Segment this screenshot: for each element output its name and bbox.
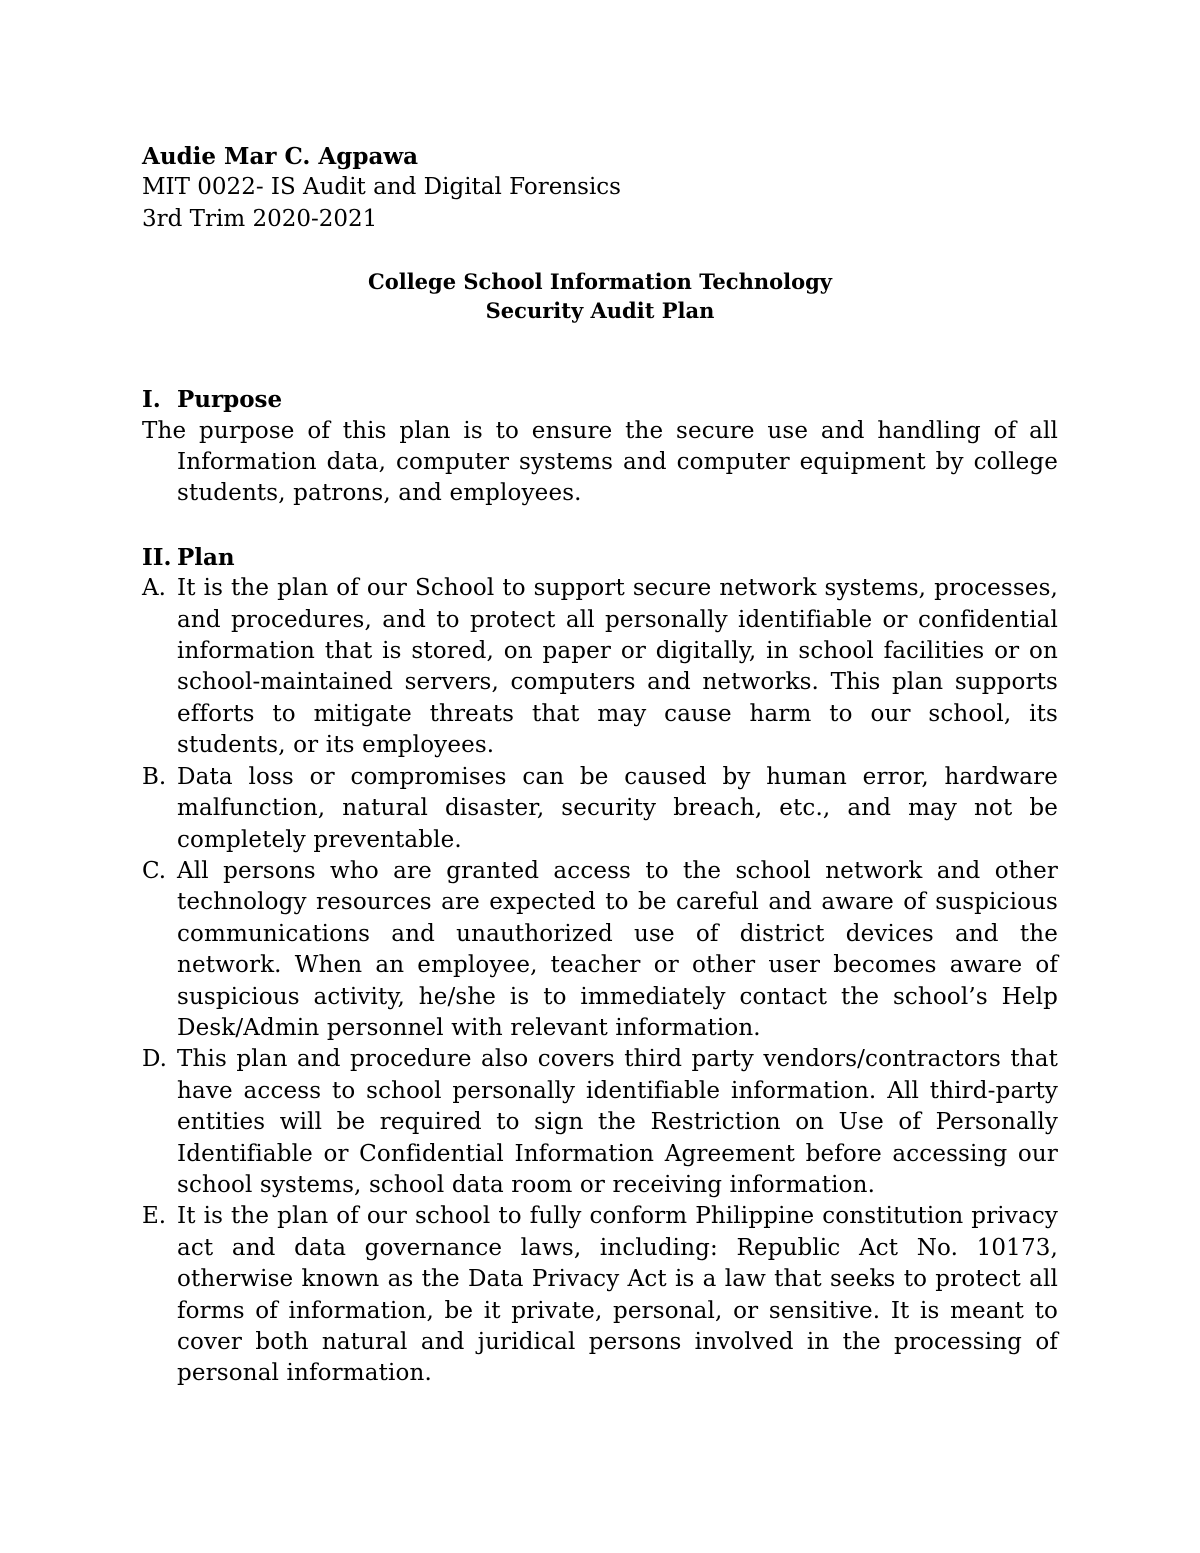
list-item (142, 762, 1058, 856)
list-item-text: Data loss or compromises can be caused by human error, hardware malfunction, natural disaster, security breach, etc., and may not be completely preventable. (177, 763, 1058, 853)
section-heading-purpose (142, 384, 1058, 415)
term: 3rd Trim 2020-2021 (142, 205, 378, 232)
list-item-text: It is the plan of our School to support secure network systems, processes, and procedures, and to protect all personally identifiable or confidential information that is stored, on paper or digitally, in school facilities or on school-maintained servers, computers and networks. This plan supports efforts to mitigate threats that may cause harm to our school, its students, or its employees. (177, 575, 1058, 759)
section-plan (142, 542, 1058, 1390)
list-item (142, 1201, 1058, 1389)
section-title: Plan (177, 543, 235, 571)
list-item-text: All persons who are granted access to the school network and other technology resources are expected to be careful and aware of suspicious communications and unauthorized use of district devices and the network. When an employee, teacher or other user becomes aware of suspicious activity, he/she is to immediately contact the school’s Help Desk/Admin personnel with relevant information. (177, 857, 1058, 1041)
purpose-paragraph: The purpose of this plan is to ensure the secure use and handling of all Information data, computer systems and computer equipment by college students, patrons, and employees. (142, 417, 1058, 507)
list-item-letter: E. (142, 1203, 167, 1230)
list-item-letter: D. (142, 1046, 167, 1073)
list-item-text: This plan and procedure also covers third party vendors/contractors that have access to school personally identifiable information. All third-party entities will be required to sign the Restriction on Use of Personally Identifiable or Confidential Information Agreement before accessing our school systems, school data room or receiving information. (177, 1046, 1058, 1198)
document-header (142, 141, 1058, 235)
course-name: MIT 0022- IS Audit and Digital Forensics (142, 174, 621, 201)
section-heading-plan (142, 542, 1058, 573)
document-title (142, 267, 1058, 325)
section-number: I. (142, 386, 161, 414)
document-page (142, 141, 1058, 1390)
author-name: Audie Mar C. Agpawa (142, 143, 419, 170)
title-line-2: Security Audit Plan (485, 298, 715, 324)
list-item-letter: B. (142, 763, 167, 790)
plan-list (142, 573, 1058, 1390)
section-purpose (142, 384, 1058, 510)
title-line-1: College School Information Technology (368, 269, 832, 295)
section-number: II. (142, 543, 172, 571)
list-item (142, 1044, 1058, 1201)
list-item (142, 856, 1058, 1044)
list-item (142, 573, 1058, 761)
list-item-letter: C. (142, 857, 167, 884)
list-item-text: It is the plan of our school to fully conform Philippine constitution privacy act and data governance laws, including: Republic Act No. 10173, otherwise known as the Data Privacy Act is a law that seeks to protect all forms of information, be it private, personal, or sensitive. It is meant to cover both natural and juridical persons involved in the processing of personal information. (177, 1203, 1058, 1387)
section-title: Purpose (177, 386, 283, 414)
list-item-letter: A. (142, 575, 166, 602)
